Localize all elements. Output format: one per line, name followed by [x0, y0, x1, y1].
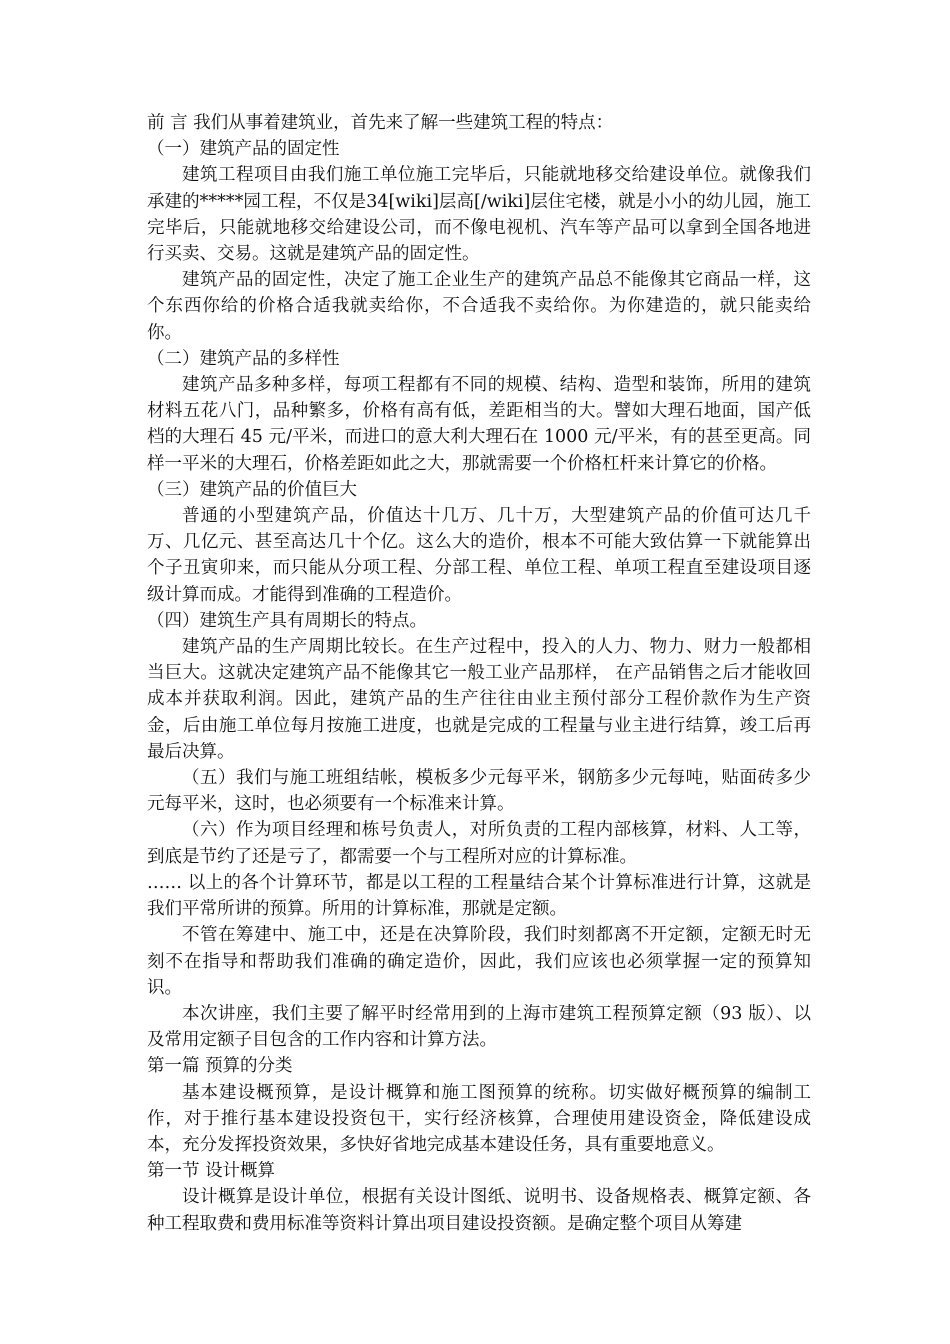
section-heading-3: （三）建筑产品的价值巨大 — [147, 479, 357, 500]
body-paragraph: 建筑产品的固定性，决定了施工企业生产的建筑产品总不能像其它商品一样，这个东西你给的价格合适我就卖给你，不合适我不卖给你。为你建造的，就只能卖给你。 — [147, 270, 811, 343]
body-paragraph: 建筑产品的生产周期比较长。在生产过程中，投入的人力、物力、财力一般都相当巨大。这就决定建筑产品不能像其它一般工业产品那样， 在产品销售之后才能收回成本并获取利润。因此，建筑产品的生产往往由业主预付部分工程价款作为生产资金，后由施工单位每月按施工进度，也就是完成的工程量与业主进行结算，竣工后再最后决算。 — [147, 637, 811, 762]
body-paragraph: 不管在筹建中、施工中，还是在决算阶段，我们时刻都离不开定额，定额无时无刻不在指导和帮助我们准确的确定造价，因此，我们应该也必须掌握一定的预算知识。 — [147, 925, 811, 998]
body-paragraph: （五）我们与施工班组结帐，模板多少元每平米，钢筋多少元每吨，贴面砖多少元每平米，这时，也必须要有一个标准来计算。 — [147, 768, 811, 815]
preface-heading: 前 言 我们从事着建筑业，首先来了解一些建筑工程的特点： — [147, 113, 614, 133]
section-heading-4: （四）建筑生产具有周期长的特点。 — [147, 610, 427, 631]
section-heading-1: （一）建筑产品的固定性 — [147, 139, 340, 160]
chapter-heading: 第一篇 预算的分类 — [147, 1056, 293, 1077]
body-paragraph: 建筑工程项目由我们施工单位施工完毕后，只能就地移交给建设单位。就像我们承建的*****园工程，不仅是34[wiki]层高[/wiki]层住宅楼，就是小小的幼儿园，施工完毕后，只能就地移交给建设公司，而不像电视机、汽车等产品可以拿到全国各地进行买卖、交易。这就是建筑产品的固定性。 — [147, 165, 811, 265]
section-heading-2: （二）建筑产品的多样性 — [147, 348, 340, 369]
body-paragraph: 本次讲座，我们主要了解平时经常用到的上海市建筑工程预算定额（93 版）、以及常用定额子目包含的工作内容和计算方法。 — [147, 1003, 811, 1051]
body-paragraph: 普通的小型建筑产品，价值达十几万、几十万，大型建筑产品的价值可达几千万、几亿元、甚至高达几十个亿。这么大的造价，根本不可能大致估算一下就能算出个子丑寅卯来，而只能从分项工程、分部工程、单位工程、单项工程直至建设项目逐级计算而成。才能得到准确的工程造价。 — [147, 506, 811, 605]
body-paragraph: 建筑产品多种多样，每项工程都有不同的规模、结构、造型和装饰，所用的建筑材料五花八门，品种繁多，价格有高有低，差距相当的大。譬如大理石地面，国产低档的大理石 45 元/平米，而进口的意大利大理石在 1000 元/平米，有的甚至更高。同样一平米的大理石，价格差距如此之大，那就需要一个价格杠杆来计算它的价格。 — [147, 375, 811, 474]
body-paragraph: …… 以上的各个计算环节，都是以工程的工程量结合某个计算标准进行计算，这就是我们平常所讲的预算。所用的计算标准，那就是定额。 — [147, 872, 811, 920]
subsection-heading: 第一节 设计概算 — [147, 1161, 276, 1182]
body-paragraph: 基本建设概预算，是设计概算和施工图预算的统称。切实做好概预算的编制工作，对于推行基本建设投资包干，实行经济核算，合理使用建设资金，降低建设成本，充分发挥投资效果，多快好省地完成基本建设任务，具有重要地意义。 — [147, 1082, 811, 1155]
document-page — [147, 110, 811, 1237]
body-paragraph: （六）作为项目经理和栋号负责人，对所负责的工程内部核算，材料、人工等，到底是节约了还是亏了，都需要一个与工程所对应的计算标准。 — [147, 820, 811, 867]
body-paragraph: 设计概算是设计单位，根据有关设计图纸、说明书、设备规格表、概算定额、各种工程取费和费用标准等资料计算出项目建设投资额。是确定整个项目从筹建 — [147, 1187, 811, 1234]
